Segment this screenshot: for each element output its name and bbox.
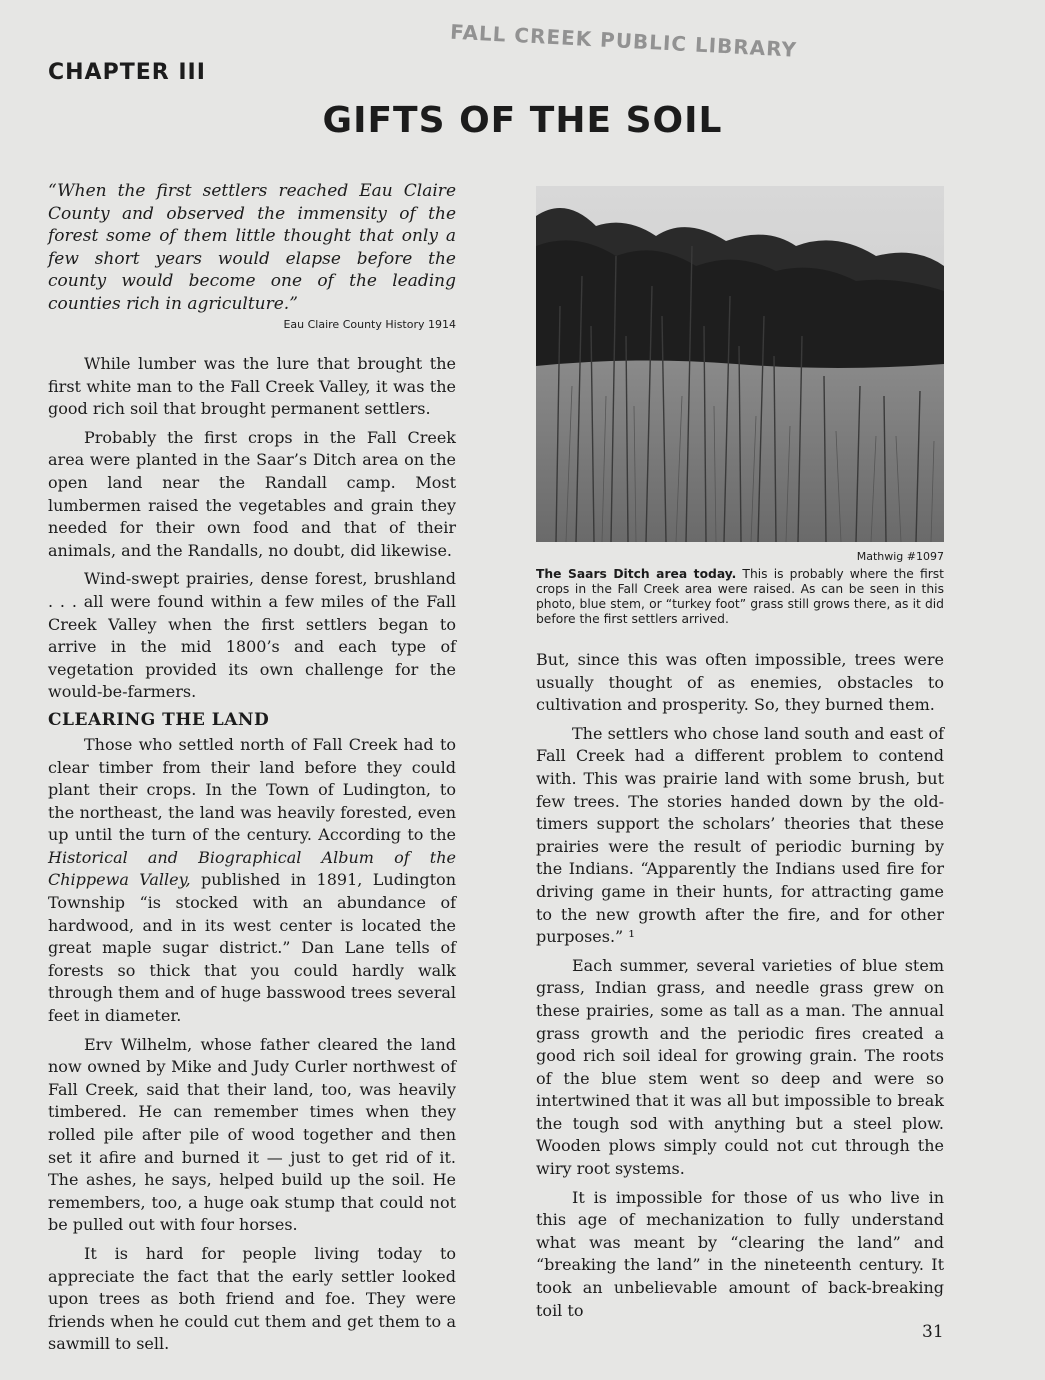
paragraph: Erv Wilhelm, whose father cleared the land now owned by Mike and Judy Curler northwest of Fall Creek, said that their land, too, was heavily timbered. He can remember times when they rolled pile after pile of wood together and then set it afire and burned it — just to get rid of it. The ashes, he says, helped build up the soil. He remembers, too, a huge oak stump that could not be pulled out with four horses. — [48, 1034, 456, 1235]
right-column — [536, 186, 944, 1328]
right-body — [536, 649, 944, 1322]
paragraph: It is hard for people living today to appreciate the fact that the early settler looked upon trees as both friend and foe. They were friends when he could cut them and get them to a sawmill to sell. — [48, 1243, 456, 1354]
epigraph-source: Eau Claire County History 1914 — [283, 318, 456, 331]
left-body — [48, 353, 456, 1356]
paragraph: Wind-swept prairies, dense forest, brushland . . . all were found within a few miles of the Fall Creek Valley when the first settlers began to arrive in the mid 1800’s and each type of vegetation provided its own challenge for the would-be-farmers. — [48, 569, 456, 702]
paragraph: Each summer, several varieties of blue stem grass, Indian grass, and needle grass grew on these prairies, some as tall as a man. The annual grass growth and the periodic fires created a good rich soil ideal for growing grain. The roots of the blue stem went so deep and were so intertwined that it was all but impossible to break the tough sod with anything but a steel plow. Wooden plows simply could not cut through the wiry root systems. — [536, 955, 944, 1179]
chapter-label: CHAPTER III — [48, 60, 206, 85]
paragraph: But, since this was often impossible, trees were usually thought of as enemies, obstacles to cultivation and prosperity. So, they burned them. — [536, 650, 944, 715]
text-run: Those who settled north of Fall Creek had to clear timber from their land before they could plant their crops. In the Town of Ludington, to the northeast, the land was heavily forested, even up until the turn of the century. According to the — [48, 734, 456, 845]
paragraph: It is impossible for those of us who live in this age of mechanization to fully understand what was meant by “clearing the land” and “breaking the land” in the nineteenth century. It took an unbelievable amount of back-breaking toil to — [536, 1187, 944, 1320]
photo-caption — [536, 567, 944, 627]
paragraph: Probably the first crops in the Fall Creek area were planted in the Saar’s Ditch area on the open land near the Randall camp. Most lumbermen raised the vegetables and grain they needed for their own food and that of their animals, and the Randalls, no doubt, did likewise. — [48, 427, 456, 560]
text-run: published in 1891, Ludington Township “is stocked with an abundance of hardwood, and in its west center is located the great maple sugar district.” Dan Lane tells of forests so thick that you could hardly walk through them and of huge basswood trees several feet in diameter. — [48, 870, 456, 1026]
caption-title: The Saars Ditch area today. — [536, 567, 737, 581]
library-stamp: FALL CREEK PUBLIC LIBRARY — [449, 19, 798, 62]
photo-credit: Mathwig #1097 — [856, 550, 944, 563]
album-title: Historical and Biographical Album of the Chippewa Valley, — [48, 847, 456, 890]
paragraph: The settlers who chose land south and east of Fall Creek had a different problem to contend with. This was prairie land with some brush, but few trees. The stories handed down by the old-timers support the scholars’ theories that these prairies were the result of periodic burning by the Indians. “Apparently the Indians used fire for driving game in their hunts, for attracting game to the new growth after the fire, and for other purposes.” ¹ — [536, 723, 944, 947]
chapter-title: GIFTS OF THE SOIL — [322, 100, 723, 141]
page-number: 31 — [922, 1322, 944, 1342]
left-column — [48, 180, 456, 1362]
epigraph-quote: “When the first settlers reached Eau Claire County and observed the immensity of the forest some of them little thought that only a few short years would elapse before the county would become one of the leading counties rich in agriculture.” — [48, 181, 456, 314]
paragraph: While lumber was the lure that brought the first white man to the Fall Creek Valley, it was the good rich soil that brought permanent settlers. — [48, 354, 456, 419]
saars-ditch-photo — [536, 186, 944, 542]
caption-text: This is probably where the first crops in the Fall Creek area were raised. As can be seen in this photo, blue stem, or “turkey foot” grass still grows there, as it did before the first settlers arrived. — [536, 567, 944, 626]
paragraph — [48, 734, 456, 1028]
section-heading: CLEARING THE LAND — [48, 709, 270, 730]
